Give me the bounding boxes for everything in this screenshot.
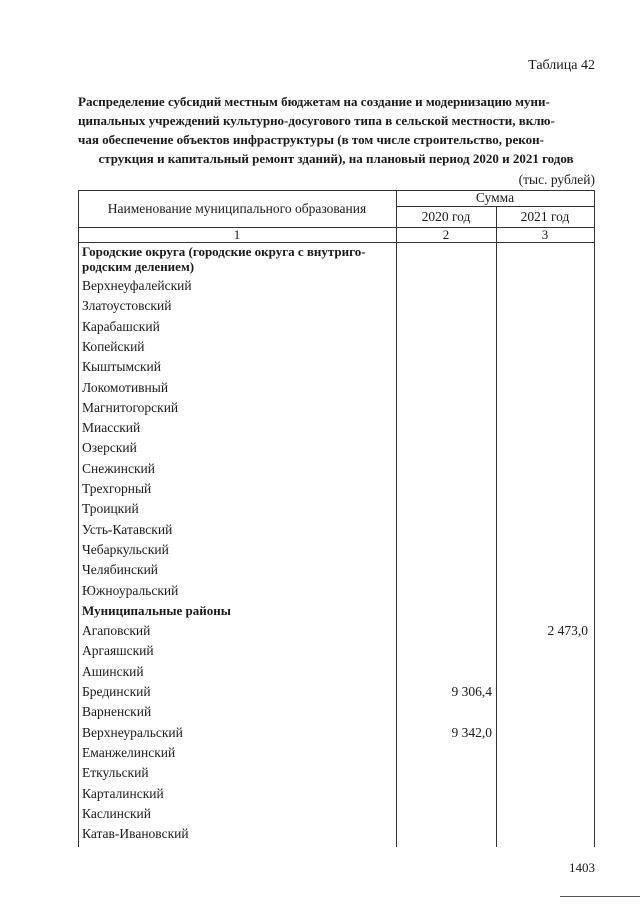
table-row <box>78 295 594 315</box>
row-name: Челябинский <box>82 562 159 578</box>
row-name: Озерский <box>82 440 137 456</box>
table-row <box>78 377 594 397</box>
table-row <box>78 661 594 681</box>
footer-rule <box>560 896 640 897</box>
row-name: Городские округа (городские округа с внутриго-родским делением) <box>82 244 366 274</box>
table-row <box>78 539 594 559</box>
title-line: Распределение субсидий местным бюджетам на создание и модернизацию муни- <box>78 94 550 109</box>
table-row <box>78 681 594 701</box>
row-name: Верхнеуральский <box>82 724 183 740</box>
title-line: струкция и капитальный ремонт зданий), на плановый период 2020 и 2021 годов <box>98 151 574 166</box>
subsidy-table <box>78 190 594 847</box>
table-row <box>78 498 594 518</box>
table-row <box>78 336 594 356</box>
row-name: Верхнеуфалейский <box>82 278 192 293</box>
row-name: Карабашский <box>82 318 160 334</box>
row-name: Ашинский <box>82 663 144 679</box>
title-line: чая обеспечение объектов инфраструктуры (в том числе строительство, рекон- <box>78 132 544 147</box>
value-2020: 9 306,4 <box>451 684 492 699</box>
row-name: Трехгорный <box>82 481 152 496</box>
value-2020: 9 342,0 <box>451 724 492 740</box>
row-name: Варненский <box>82 704 152 720</box>
section-row <box>78 600 594 620</box>
table-row <box>78 417 594 437</box>
table-row <box>78 458 594 478</box>
row-name: Еткульский <box>82 765 149 781</box>
row-name: Еманжелинский <box>82 744 176 760</box>
row-name: Локомотивный <box>82 379 169 395</box>
row-name: Миасский <box>82 420 141 436</box>
table-row <box>78 742 594 762</box>
table-row <box>78 783 594 803</box>
table-row <box>78 397 594 417</box>
table-row <box>78 580 594 600</box>
table-row <box>78 437 594 457</box>
table-row <box>78 478 594 498</box>
table-row <box>78 275 594 295</box>
table-row <box>78 620 594 640</box>
row-name: Магнитогорский <box>82 399 179 415</box>
row-name: Чебаркульский <box>82 541 169 557</box>
column-number: 2 <box>442 227 450 242</box>
table-row <box>78 803 594 823</box>
row-name: Муниципальные районы <box>82 602 231 618</box>
header-sum: Сумма <box>475 190 515 205</box>
row-name: Катав-Ивановский <box>82 826 189 842</box>
table-row <box>78 559 594 579</box>
row-name: Троицкий <box>82 501 139 517</box>
row-name: Усть-Катавский <box>82 521 173 537</box>
table-row <box>78 356 594 376</box>
row-name: Златоустовский <box>82 298 172 314</box>
row-name: Каслинский <box>82 805 151 821</box>
row-name: Аргаяшский <box>82 643 154 659</box>
section-row <box>78 243 594 275</box>
column-number: 3 <box>541 227 549 242</box>
row-name: Карталинский <box>82 785 164 801</box>
units-note: (тыс. рублей) <box>518 172 595 187</box>
table-row <box>78 762 594 782</box>
header-name: Наименование муниципального образования <box>107 200 367 216</box>
value-2021: 2 473,0 <box>547 623 588 639</box>
page-number: 1403 <box>569 860 595 875</box>
header-year-2021: 2021 год <box>520 209 570 224</box>
table-title <box>78 92 594 168</box>
header-year-2020: 2020 год <box>421 209 471 224</box>
column-number: 1 <box>233 227 241 242</box>
table-row <box>78 519 594 539</box>
table-border-right <box>594 190 595 847</box>
table-row <box>78 823 594 843</box>
table-number: Таблица 42 <box>528 58 595 73</box>
row-name: Агаповский <box>82 623 151 639</box>
table-row <box>78 701 594 721</box>
row-name: Копейский <box>82 338 145 354</box>
row-name: Снежинский <box>82 460 155 476</box>
row-name: Южноуральский <box>82 582 179 598</box>
table-row <box>78 722 594 742</box>
title-line: ципальных учреждений культурно-досугового типа в сельской местности, вклю- <box>78 113 555 128</box>
row-name: Брединский <box>82 684 151 699</box>
table-row <box>78 316 594 336</box>
table-row <box>78 640 594 660</box>
row-name: Кыштымский <box>82 359 161 375</box>
